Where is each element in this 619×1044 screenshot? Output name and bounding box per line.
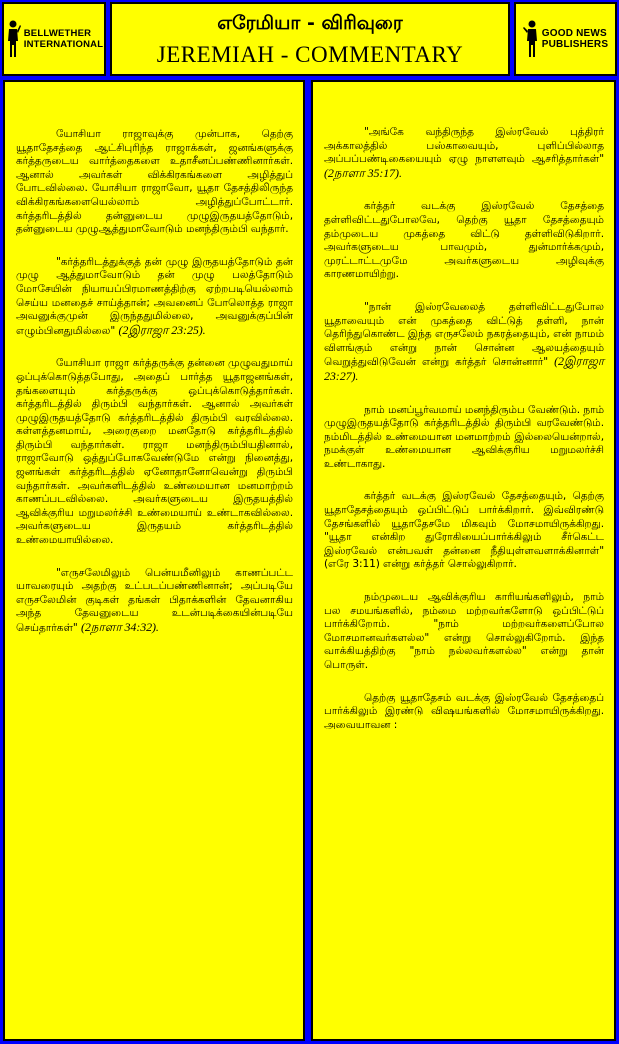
bellwether-logo-text xyxy=(24,28,103,50)
page-title-english: JEREMIAH - COMMENTARY xyxy=(156,42,464,67)
scripture-reference: (2நாளா 35:17). xyxy=(324,165,402,180)
paragraph xyxy=(16,567,293,636)
paragraph-text: யோசியா ராஜாவுக்கு முன்பாக, தெற்கு யூதாதேசத்தை ஆட்சிபுரிந்த ராஜாக்கள், ஜனங்களுக்கு கர்த்தருடைய வார்த்தைகளை உதாசீனப்பண்ணினார்கள். ஆனால் அவர்கள் விக்கிரகங்களை அழித்துப் போடவில்லை. யோசியா ராஜாவோ, யூதா தேசத்திலிருந்த விக்கிரகங்களையெல்லாம் அழித்துப்போட்டார். கர்த்தரிடத்தில் தன்னுடைய முழுஇருதயத்தோடும், தன்னுடைய முழுஆத்துமாவோடும் மனந்திரும்பி வந்தார். xyxy=(16,128,293,236)
good-news-logo-text xyxy=(542,28,608,50)
paragraph xyxy=(324,591,604,673)
right-column xyxy=(311,80,616,1041)
page-header xyxy=(0,0,619,78)
scripture-reference: (2இராஜா 23:27). xyxy=(324,354,604,383)
paragraph-text: யோசியா ராஜா கர்த்தருக்கு தன்னை முழுவதுமாய் ஒப்புக்கொடுத்தபோது, அதைப் பார்த்த யூதாஜனங்கள், தங்களையும் கர்த்தருக்கு ஒப்புக்கொடுத்தார்கள். கர்த்தரிடத்தில் திரும்பி வந்தார்கள். ஆனால் அவர்கள் முழுஇருதயத்தோடு கர்த்தரிடத்தில் திரும்பி வரவில்லை. கள்ளத்தனமாய், அரைகுறை மனதோடு கர்த்தரிடத்தில் திரும்பி வந்தார்கள். ராஜா மனந்திரும்பியதினால், ராஜாவோடு ஒத்துப்போகவேண்டுமே என்று நினைத்து, ஜனங்கள் கர்த்தரிடத்தில் ஏனோதானோவென்று திரும்பி வந்தார்கள். அவர்களிடத்தில் உண்மையான மனமாற்றம் காணப்படவில்லை. அவர்களுடைய இருதயத்தில் ஆவிக்குரிய மறுமலர்ச்சி உண்மையாய் உண்டாகவில்லை. அவர்களுடைய இருதயம் கர்த்தரிடத்தில் உண்மையாயில்லை. xyxy=(16,357,293,547)
good-news-logo-line2: PUBLISHERS xyxy=(541,39,609,50)
paragraph-text: நம்முடைய ஆவிக்குரிய காரியங்களிலும், நாம் பல சமயங்களில், நம்மை மற்றவர்களோடு ஒப்பிட்டுப் பார்க்கிறோம். "நாம் மற்றவர்களைப்போல மோசமானவர்களல்ல" என்று சொல்லுகிறோம். இந்த வாக்கியத்திற்கு "நாம் நல்லவர்களல்ல" என்று தான் பொருள். xyxy=(324,591,604,671)
good-news-logo-line1: GOOD NEWS xyxy=(541,28,607,39)
paragraph-text: "அங்கே வந்திருந்த இஸ்ரவேல் புத்திரர் அக்காலத்தில் பஸ்காவையும், புளிப்பில்லாத அப்பப்பண்டிகையையும் ஏழு நாளளவும் ஆசரித்தார்கள்" xyxy=(324,126,604,166)
paragraph-text: "நான் இஸ்ரவேலைத் தள்ளிவிட்டதுபோல யூதாவையும் என் முகத்தை விட்டுத் தள்ளி, நான் தெரிந்துகொண்ட இந்த எருசலேம் நகரத்தையும், என் நாமம் விளங்கும் என்று நான் சொன்ன ஆலயத்தையும் வெறுத்துவிடுவேன் என்று கர்த்தர் சொன்னார்" xyxy=(324,300,604,369)
good-news-figure-icon xyxy=(523,19,539,59)
paragraph xyxy=(324,301,604,385)
left-column xyxy=(3,80,305,1041)
scripture-reference: (2நாளா 34:32). xyxy=(80,620,159,634)
paragraph xyxy=(324,200,604,282)
paragraph xyxy=(324,692,604,733)
title-box xyxy=(110,2,510,76)
page-title-tamil: எரேமியா - விரிவுரை xyxy=(217,12,403,34)
paragraph xyxy=(16,128,293,237)
bellwether-logo-line1: BELLWETHER xyxy=(23,28,92,39)
paragraph-text: கர்த்தர் வடக்கு இஸ்ரவேல் தேசத்தை தள்ளிவிட்டதுபோலவே, தெற்கு யூதா தேசத்தையும் தம்முடைய முகத்தை விட்டு தள்ளிவிடுகிறார். அவர்களுடைய பாவமும், துன்மார்க்கமும், முரட்டாட்டமுமே அவர்களுடைய அழிவுக்கு காரணமாயிற்று. xyxy=(324,200,604,281)
paragraph-text: நாம் மனப்பூர்வமாய் மனந்திரும்ப வேண்டும். நாம் முழுஇருதயத்தோடு கர்த்தரிடத்தில் திரும்பி வரவேண்டும். நம்மிடத்தில் உண்மையான மனமாற்றம் இல்லையென்றால், நமக்குள் உண்மையான ஆவிக்குரிய மறுமலர்ச்சி உண்டாகாது. xyxy=(324,403,604,470)
paragraph xyxy=(324,490,604,572)
bellwether-logo-line2: INTERNATIONAL xyxy=(23,39,104,50)
bellwether-figure-icon xyxy=(5,19,21,59)
paragraph-text: "கர்த்தரிடத்துக்குத் தன் முழு இருதயத்தோடும் தன் முழு ஆத்துமாவோடும் தன் முழு பலத்தோடும் மோசேயின் நியாயப்பிரமாணத்திற்கு ஏற்றபடியெல்லாம் செய்ய மனதைச் சாய்த்தான்; அவனைப் போலொத்த ராஜா அவனுக்குமுன் இருந்ததுமில்லை, அவனுக்குப்பின் எழும்பினதுமில்லை" xyxy=(16,255,293,337)
paragraph xyxy=(16,256,293,339)
paragraph-text: கர்த்தர் வடக்கு இஸ்ரவேல் தேசத்தையும், தெற்கு யூதாதேசத்தையும் ஒப்பிட்டுப் பார்க்கிறார். இவ்விரண்டு தேசங்களில் யூதாதேசமே மிகவும் மோசமாயிருக்கிறது. "யூதா என்கிற துரோகியைப்பார்க்கிலும் சீர்கெட்ட இஸ்ரவேல் என்பவள் தன்னை நீதியுள்ளவளாக்கினாள்" (எரே 3:11) என்று கர்த்தர் சொல்லுகிறார். xyxy=(324,490,604,571)
paragraph-text: "எருசலேமிலும் பென்யமீனிலும் காணப்பட்ட யாவரையும் அதற்கு உட்படப்பண்ணினான்; அப்படியே எருசலேமின் குடிகள் தங்கள் பிதாக்களின் தேவனாகிய அந்த தேவனுடைய உடன்படிக்கையின்படியே செய்தார்கள்" xyxy=(16,566,293,634)
paragraph xyxy=(16,357,293,547)
paragraph xyxy=(324,404,604,472)
bellwether-logo-box xyxy=(2,2,106,76)
good-news-logo-box xyxy=(514,2,617,76)
paragraph xyxy=(324,126,604,181)
paragraph-text: தெற்கு யூதாதேசம் வடக்கு இஸ்ரவேல் தேசத்தைப் பார்க்கிலும் இரண்டு விஷயங்களில் மோசமாயிருக்கிறது. அவையாவன : xyxy=(324,691,604,731)
scripture-reference: (2இராஜா 23:25). xyxy=(118,322,206,337)
